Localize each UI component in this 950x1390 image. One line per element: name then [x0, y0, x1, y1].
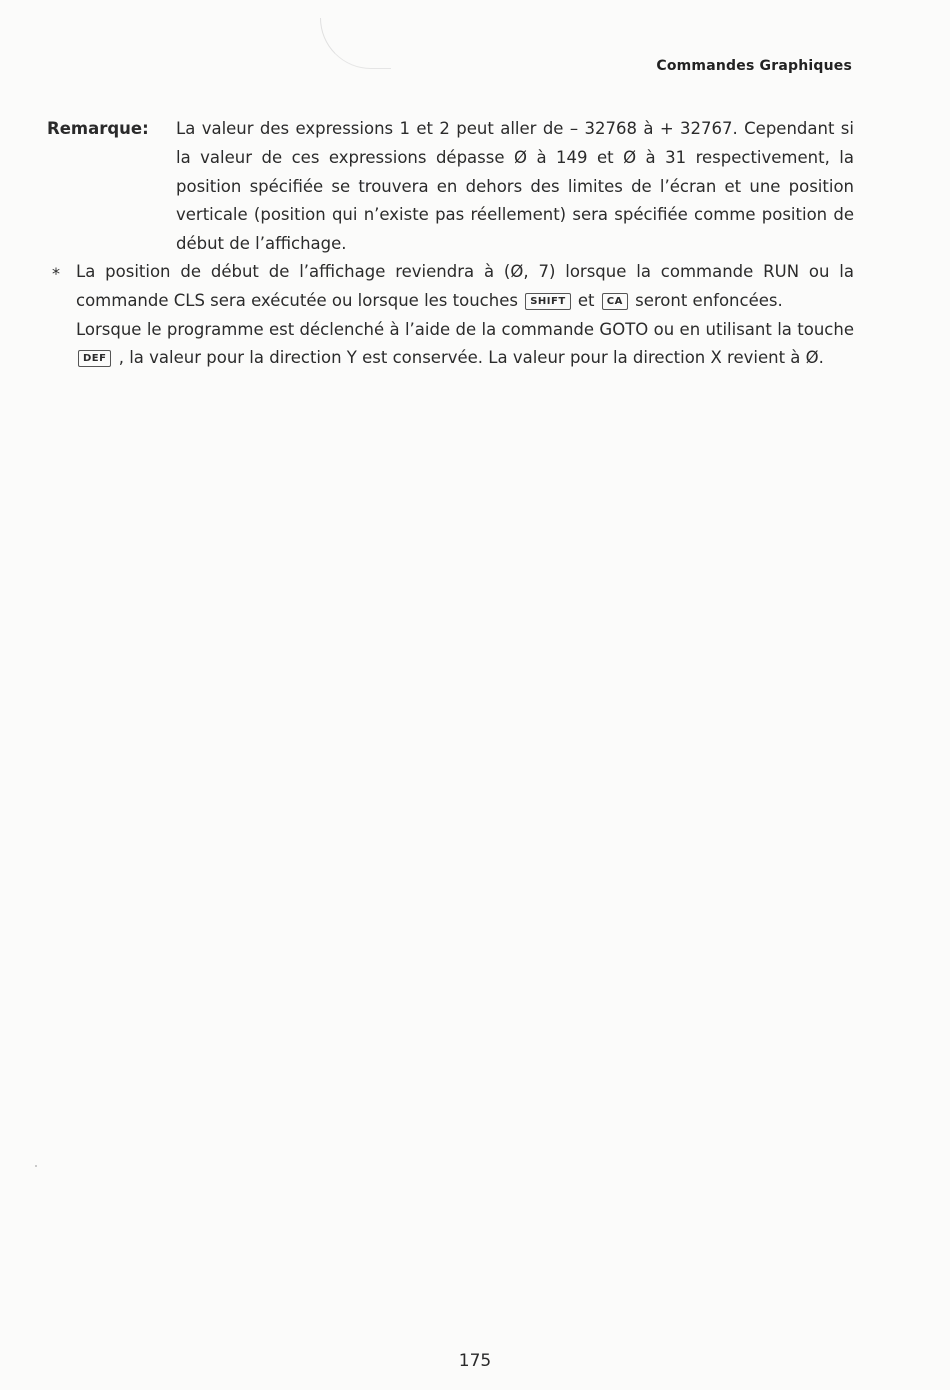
remark-label: Remarque:: [47, 119, 149, 138]
note-p1-text-b: et: [577, 290, 595, 310]
remark-text: La valeur des expressions 1 et 2 peut aller de – 32768 à + 32767. Cependant si la valeur de ces expressions dépasse Ø à 149 et Ø à 31 respectivement, la position spécifiée se trouvera en dehors des limites de l’écran et une position verticale (position qui n’existe pas réellement) sera spécifiée comme position de début de l’affichage.: [176, 119, 854, 254]
note-p1-text-a: La position de début de l’affichage reviendra à (Ø, 7) lorsque la commande RUN ou la commande CLS sera exécutée ou lorsque les touches: [76, 262, 854, 310]
scan-artifact: [320, 18, 391, 69]
scan-speck: [35, 1165, 37, 1167]
note-text: [76, 258, 854, 373]
note-paragraph-2: [76, 316, 854, 374]
note-p2-text-a: Lorsque le programme est déclenché à l’aide de la commande GOTO ou en utilisant la touche: [76, 319, 854, 339]
note-paragraph-1: [76, 258, 854, 316]
running-header: Commandes Graphiques: [656, 58, 852, 74]
asterisk-bullet: *: [52, 264, 60, 283]
ca-key-icon: CA: [602, 293, 628, 310]
def-key-icon: DEF: [78, 350, 111, 367]
shift-key-icon: SHIFT: [525, 293, 570, 310]
page-number: 175: [458, 1351, 492, 1371]
note-p1-text-c: seront enfoncées.: [635, 290, 783, 310]
note-p2-text-b: , la valeur pour la direction Y est conservée. La valeur pour la direction X revient à Ø.: [118, 348, 824, 368]
